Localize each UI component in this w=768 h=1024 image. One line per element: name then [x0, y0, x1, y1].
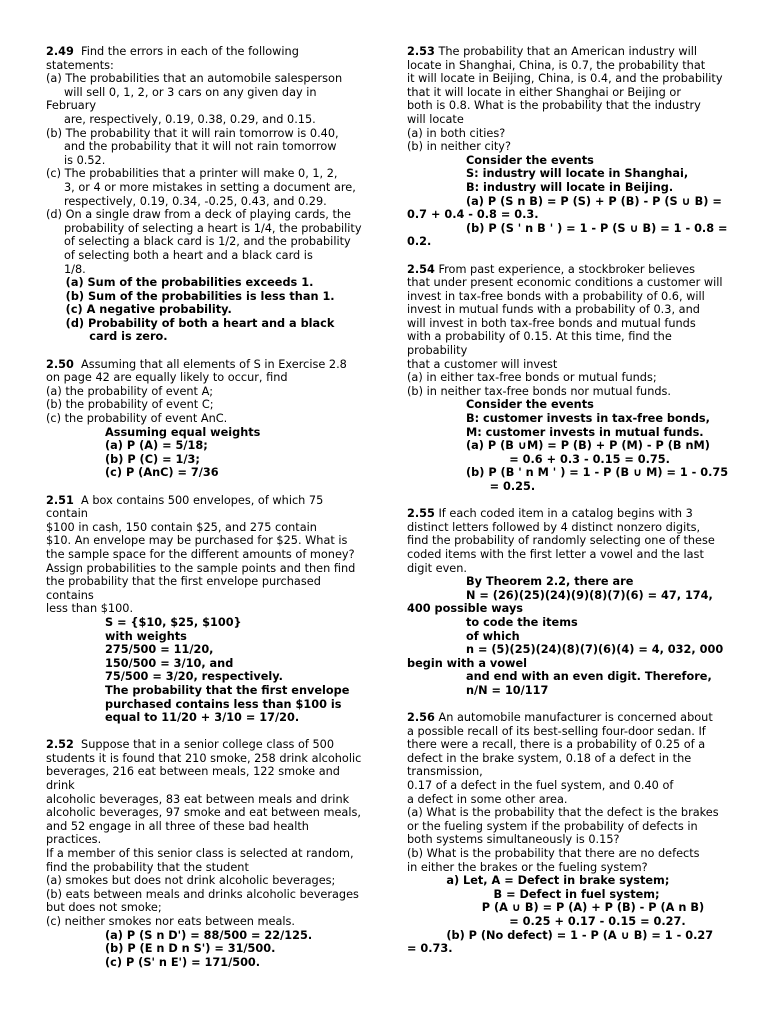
solution-line: 0.2. — [407, 235, 432, 249]
problem-statement-line: (c) neither smokes nor eats between meals. — [46, 915, 296, 928]
problem-statement-text: Suppose that in a senior college class of 500 — [73, 738, 335, 752]
problem-statement-line: If a member of this senior class is selected at random, — [46, 847, 354, 861]
problem-statement-line: locate in Shanghai, China, is 0.7, the probability that — [407, 58, 706, 72]
solution-line: (c) P (S' n E') = 171/500. — [46, 955, 261, 969]
problem-statement-first-line — [46, 738, 364, 752]
solution-line: 150/500 = 3/10, and — [46, 656, 234, 670]
problem-statement-line: students it is found that 210 smoke, 258 drink alcoholic — [46, 751, 362, 765]
solution-line: Consider the events — [407, 398, 594, 412]
problem-statement-line: transmission, — [407, 765, 483, 779]
solution-line: 275/500 = 11/20, — [46, 643, 214, 657]
problem-statement-line: coded items with the first letter a vowel and the last — [407, 547, 704, 561]
problem-statement-line: invest in mutual funds with a probability of 0.3, and — [407, 303, 700, 317]
solution-line: M: customer invests in mutual funds. — [407, 425, 704, 439]
problem-statement-line: and 52 engage in all three of these bad health — [46, 819, 309, 833]
problem-statement-line: beverages, 216 eat between meals, 122 smoke and — [46, 765, 340, 779]
problem-statement-line: will sell 0, 1, 2, or 3 cars on any given day in — [46, 85, 317, 99]
problem-statement-line: alcoholic beverages, 83 eat between meals and drink — [46, 792, 350, 806]
problem-statement-line: (a) the probability of event A; — [46, 384, 214, 398]
problem-number: 2.50 — [46, 357, 74, 371]
solution-line: (b) P (No defect) = 1 - P (A ∪ B) = 1 - 0.27 — [407, 928, 714, 942]
solution-line: Assuming equal weights — [46, 425, 261, 439]
problem-statement-line: (b) in neither city? — [407, 140, 511, 154]
solution-line: N = (26)(25)(24)(9)(8)(7)(6) = 47, 174, — [407, 588, 713, 602]
problem-statement-line: or the fueling system if the probability of defects in — [407, 819, 698, 833]
problem-2-56 — [407, 711, 725, 956]
problem-statement-line: $100 in cash, 150 contain $25, and 275 contain — [46, 520, 317, 534]
solution-line: (a) Sum of the probabilities exceeds 1. — [46, 276, 314, 290]
problem-statement-line: (a) smokes but does not drink alcoholic beverages; — [46, 874, 336, 888]
problem-statement-line: (b) The probability that it will rain tomorrow is 0.40, — [46, 126, 339, 140]
problem-statement-line: 3, or 4 or more mistakes in setting a document are, — [46, 180, 356, 194]
solution-line: with weights — [46, 629, 187, 643]
solution-line: begin with a vowel — [407, 656, 528, 670]
problem-statement-text: From past experience, a stockbroker believes — [434, 262, 696, 276]
problem-statement-line: alcoholic beverages, 97 smoke and eat between meals, — [46, 806, 361, 820]
problem-statement-line: of selecting a black card is 1/2, and the probability — [46, 235, 351, 249]
problem-statement-line: and the probability that it will not rain tomorrow — [46, 140, 337, 154]
problem-statement-line: will locate — [407, 112, 464, 126]
problem-number: 2.52 — [46, 738, 74, 752]
left-column — [46, 45, 364, 983]
solution-line: = 0.6 + 0.3 - 0.15 = 0.75. — [407, 452, 670, 466]
problem-statement-line: probability — [407, 344, 468, 358]
problem-statement-line: that it will locate in either Shanghai or Beijing or — [407, 85, 681, 99]
problem-statement-first-line — [407, 711, 725, 725]
solution-line: S: industry will locate in Shanghai, — [407, 167, 689, 181]
solution-line: n/N = 10/117 — [407, 683, 549, 697]
problem-2-51 — [46, 494, 364, 725]
problem-statement-line: both is 0.8. What is the probability that the industry — [407, 99, 701, 113]
problem-statement-text: An automobile manufacturer is concerned about — [434, 711, 713, 725]
problem-number: 2.56 — [407, 711, 435, 725]
problem-statement-line: drink — [46, 779, 75, 793]
problem-statement-text: Assuming that all elements of S in Exercise 2.8 — [73, 357, 347, 371]
right-column — [407, 45, 729, 969]
problem-statement-line: 1/8. — [46, 262, 86, 276]
problem-statement-text: Find the errors in each of the following — [73, 45, 299, 58]
solution-line: P (A ∪ B) = P (A) + P (B) - P (A n B) — [407, 901, 705, 915]
problem-statement-line: that under present economic conditions a customer will — [407, 276, 723, 290]
solution-line: purchased contains less than $100 is — [46, 697, 342, 711]
solution-line: (b) P (S ' n B ' ) = 1 - P (S ∪ B) = 1 - 0.8 = — [407, 221, 728, 235]
problem-statement-line: will invest in both tax-free bonds and mutual funds — [407, 316, 696, 330]
solution-line: B = Defect in fuel system; — [407, 887, 660, 901]
problem-2-52 — [46, 738, 364, 969]
problem-statement-text: A box contains 500 envelopes, of which 75 — [73, 493, 324, 507]
solution-line: (d) Probability of both a heart and a black — [46, 316, 335, 330]
problem-statement-line: there were a recall, there is a probability of 0.25 of a — [407, 738, 706, 752]
solution-line: The probability that the first envelope — [46, 683, 350, 697]
problem-statement-line: (a) in both cities? — [407, 126, 506, 140]
problem-number: 2.55 — [407, 507, 435, 521]
problem-statement-line: invest in tax-free bonds with a probability of 0.6, will — [407, 289, 705, 303]
solution-line: (b) P (B ' n M ' ) = 1 - P (B ∪ M) = 1 - 0.75 — [407, 466, 729, 480]
problem-statement-line: (b) in neither tax-free bonds nor mutual funds. — [407, 384, 672, 398]
problem-statement-line: (b) What is the probability that there are no defects — [407, 847, 700, 861]
solution-line: card is zero. — [46, 330, 168, 344]
problem-statement-first-line — [407, 507, 725, 521]
problem-2-54 — [407, 262, 729, 494]
problem-2-49 — [46, 45, 364, 344]
solution-line: (a) P (B ∪M) = P (B) + P (M) - P (B nM) — [407, 439, 710, 453]
solution-line: B: customer invests in tax-free bonds, — [407, 412, 710, 426]
problem-statement-line: a possible recall of its best-selling four-door sedan. If — [407, 724, 706, 738]
problem-statement-first-line — [46, 494, 364, 508]
problem-statement-line: (a) What is the probability that the defect is the brakes — [407, 806, 719, 820]
solution-line: = 0.25. — [407, 480, 536, 493]
problem-statement-line: (a) in either tax-free bonds or mutual funds; — [407, 371, 657, 385]
problem-statement-line: are, respectively, 0.19, 0.38, 0.29, and 0.15. — [46, 112, 316, 126]
solution-line: = 0.25 + 0.17 - 0.15 = 0.27. — [407, 915, 686, 928]
solution-line: (b) P (E n D n S') = 31/500. — [46, 942, 276, 956]
solution-line: (a) P (S n B) = P (S) + P (B) - P (S ∪ B) = — [407, 194, 722, 208]
problem-statement-text: The probability that an American industry will — [434, 45, 698, 58]
solution-line: B: industry will locate in Beijing. — [407, 180, 674, 194]
problem-number: 2.49 — [46, 45, 74, 58]
problem-statement-line: is 0.52. — [46, 153, 106, 167]
problem-statement-line: on page 42 are equally likely to occur, find — [46, 371, 288, 385]
solution-line: Consider the events — [407, 153, 594, 167]
problem-statement-line: (c) The probabilities that a printer will make 0, 1, 2, — [46, 167, 338, 181]
problem-statement-text: If each coded item in a catalog begins with 3 — [434, 507, 693, 521]
solution-line: (a) P (A) = 5/18; — [46, 439, 208, 453]
solution-line: (c) P (AnC) = 7/36 — [46, 466, 219, 480]
problem-statement-line: a defect in some other area. — [407, 792, 568, 806]
problem-number: 2.54 — [407, 262, 435, 276]
problem-statement-line: it will locate in Beijing, China, is 0.4, and the probability — [407, 72, 723, 86]
problem-statement-line: of selecting both a heart and a black card is — [46, 248, 313, 262]
solution-line: (a) P (S n D') = 88/500 = 22/125. — [46, 928, 313, 942]
solution-line: and end with an even digit. Therefore, — [407, 670, 712, 684]
problem-statement-line: $10. An envelope may be purchased for $25. What is — [46, 534, 348, 548]
problem-statement-line: less than $100. — [46, 602, 134, 616]
problem-2-55 — [407, 507, 725, 697]
solution-line: n = (5)(25)(24)(8)(7)(6)(4) = 4, 032, 000 — [407, 643, 724, 657]
problem-statement-first-line — [407, 263, 725, 277]
solution-line: to code the items — [407, 615, 578, 629]
solution-line: (b) Sum of the probabilities is less than 1. — [46, 289, 335, 303]
solution-line: 400 possible ways — [407, 602, 524, 616]
solution-line: equal to 11/20 + 3/10 = 17/20. — [46, 711, 300, 725]
problem-statement-line: contain — [46, 507, 88, 521]
problem-statement-line: distinct letters followed by 4 distinct nonzero digits, — [407, 520, 701, 534]
problem-statement-first-line — [407, 45, 725, 59]
problem-statement-line: both systems simultaneously is 0.15? — [407, 833, 620, 847]
problem-statement-line: probability of selecting a heart is 1/4, the probability — [46, 221, 362, 235]
problem-statement-line: the sample space for the different amounts of money? — [46, 547, 355, 561]
problem-statement-line: (c) the probability of event AnC. — [46, 412, 228, 426]
solution-line: (b) P (C) = 1/3; — [46, 452, 200, 466]
solution-line: By Theorem 2.2, there are — [407, 575, 634, 589]
problem-number: 2.53 — [407, 45, 435, 58]
problem-statement-line: (a) The probabilities that an automobile salesperson — [46, 72, 343, 86]
problem-statement-first-line — [46, 45, 364, 59]
problem-statement-first-line — [46, 358, 364, 372]
problem-statement-line: the probability that the first envelope purchased — [46, 575, 321, 589]
problem-statement-line: digit even. — [407, 561, 467, 575]
problem-statement-line: (b) the probability of event C; — [46, 398, 214, 412]
solution-line: (c) A negative probability. — [46, 303, 232, 317]
solution-line: S = {$10, $25, $100} — [46, 615, 242, 629]
solution-line: = 0.73. — [407, 942, 453, 956]
problem-statement-line: in either the brakes or the fueling system? — [407, 860, 648, 874]
problem-statement-line: (d) On a single draw from a deck of playing cards, the — [46, 208, 352, 222]
problem-statement-line: 0.17 of a defect in the fuel system, and 0.40 of — [407, 779, 674, 793]
problem-statement-line: but does not smoke; — [46, 901, 162, 915]
problem-number: 2.51 — [46, 493, 74, 507]
solution-line: of which — [407, 629, 520, 643]
problem-statement-line: statements: — [46, 58, 114, 72]
problem-statement-line: that a customer will invest — [407, 357, 558, 371]
problem-statement-line: find the probability that the student — [46, 860, 249, 874]
problem-statement-line: practices. — [46, 833, 102, 847]
problem-2-50 — [46, 358, 364, 480]
problem-2-53 — [407, 45, 728, 249]
problem-statement-line: with a probability of 0.15. At this time, find the — [407, 330, 672, 344]
problem-statement-line: February — [46, 99, 97, 113]
problem-statement-line: defect in the brake system, 0.18 of a defect in the — [407, 751, 692, 765]
solution-line: 75/500 = 3/20, respectively. — [46, 670, 283, 684]
solution-line: 0.7 + 0.4 - 0.8 = 0.3. — [407, 208, 539, 222]
problem-statement-line: Assign probabilities to the sample points and then find — [46, 561, 356, 575]
problem-statement-line: respectively, 0.19, 0.34, -0.25, 0.43, and 0.29. — [46, 194, 327, 208]
problem-statement-line: contains — [46, 588, 94, 602]
solution-line: a) Let, A = Defect in brake system; — [407, 874, 670, 888]
problem-statement-line: find the probability of randomly selecting one of these — [407, 534, 715, 548]
problem-statement-line: (b) eats between meals and drinks alcoholic beverages — [46, 887, 359, 901]
